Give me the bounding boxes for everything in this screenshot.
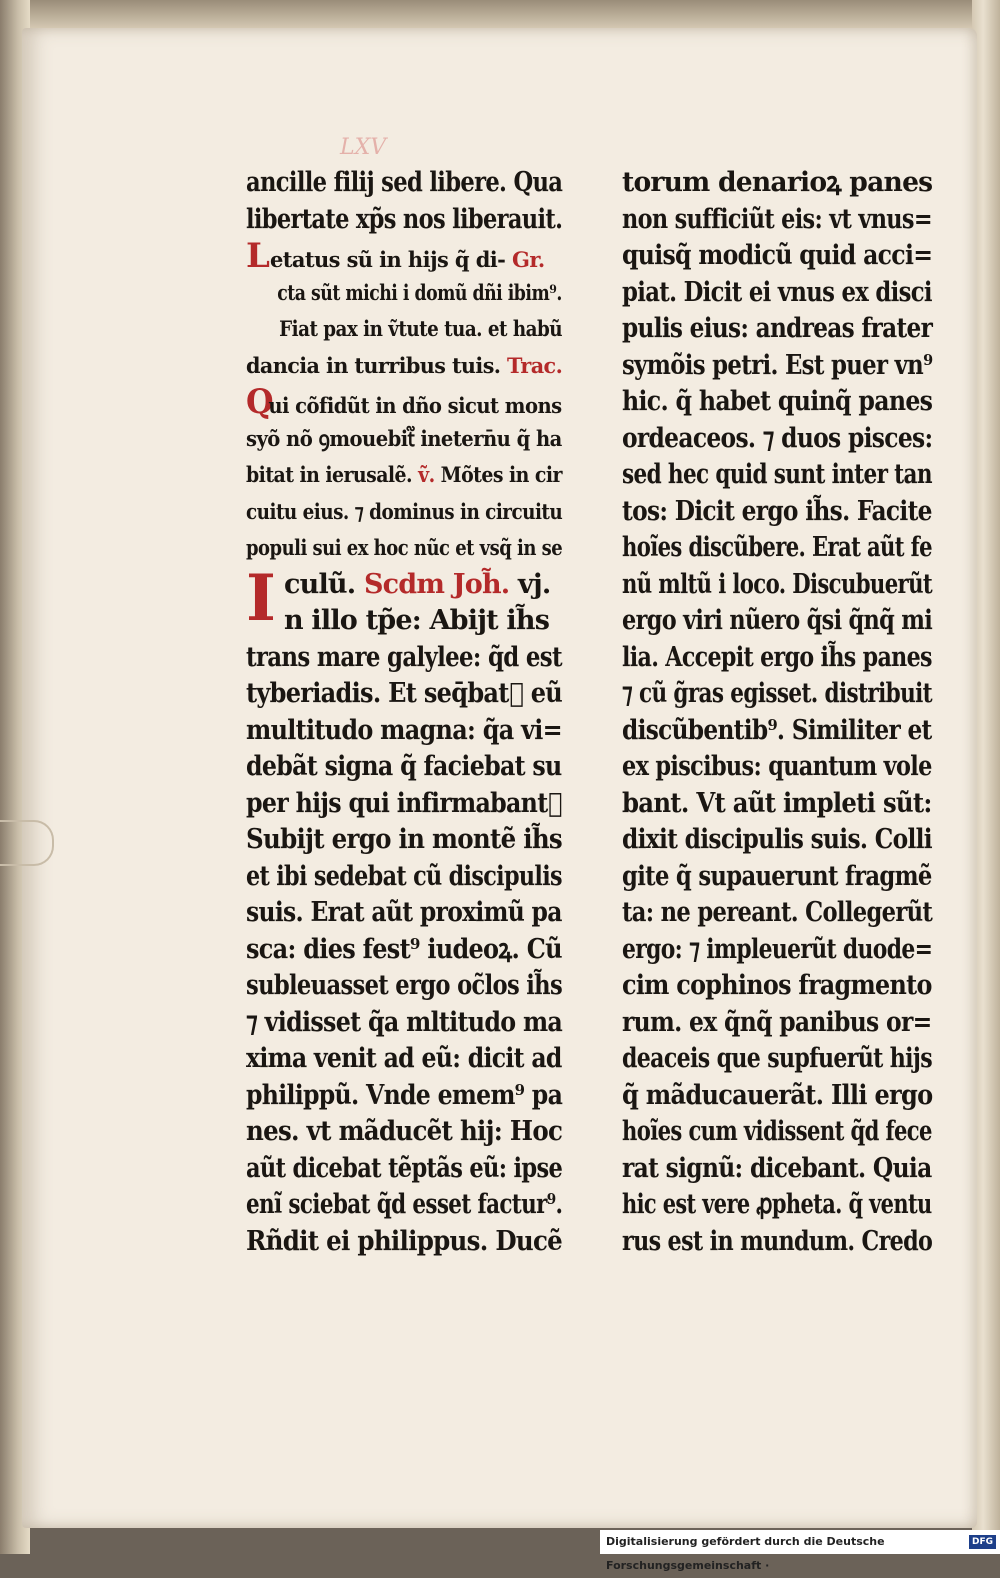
text-line (622, 567, 932, 604)
text-segment: enĩ sciebat q̃d esset factur⁹. (246, 1189, 563, 1220)
text-segment: deaceis que supfuerũt hijs (622, 1043, 933, 1074)
text-line (246, 1078, 562, 1115)
text-segment: ordeaceos. ⁊ duos pisces: (622, 422, 933, 454)
text-line (246, 895, 562, 932)
text-segment: tos: Dicit ergo ih̃s. Facite (622, 495, 932, 527)
footer-bar (600, 1530, 1000, 1572)
text-segment: philippũ. Vnde emem⁹ pa (246, 1079, 563, 1111)
text-segment: bant. Vt aũt impleti sũt: (622, 787, 932, 819)
text-line (622, 457, 932, 494)
text-segment: ui cõfidũt in dño sicut mons (268, 393, 562, 418)
text-line (246, 822, 562, 859)
text-line (622, 786, 932, 823)
text-segment: suis. Erat aũt proximũ pa (246, 897, 562, 928)
text-line (246, 1041, 562, 1078)
text-segment: vj. (509, 568, 551, 600)
text-line (622, 895, 932, 932)
rubric-text: ṽ. (412, 462, 435, 487)
text-segment: cim cophinos fragmento (622, 970, 932, 1001)
text-line (622, 1005, 932, 1042)
text-segment: ancille filij sed libere. Qua (246, 167, 563, 198)
decorated-initial: I (246, 560, 276, 636)
text-line (246, 749, 562, 786)
text-segment: culũ. (284, 568, 364, 600)
text-line (622, 421, 932, 458)
text-segment: ⁊ cũ g̃ras egisset. distribuit (622, 678, 932, 709)
text-line (246, 1114, 562, 1151)
text-segment: discũbentib⁹. Similiter et (622, 714, 932, 746)
text-segment: rum. ex q̃nq̃ panibus or= (622, 1006, 932, 1038)
text-segment: hoĩes discũbere. Erat aũt fe (622, 532, 932, 563)
text-segment: aũt dicebat tẽptãs eũ: ipse (246, 1152, 563, 1184)
text-line (622, 275, 932, 312)
text-line (246, 457, 562, 494)
text-line (622, 494, 932, 531)
text-line (246, 165, 562, 202)
left-text-column (246, 165, 562, 1260)
text-line (246, 348, 562, 385)
text-line (246, 311, 595, 348)
text-segment: cuitu eius. ⁊ dominus in circuitu (246, 498, 563, 524)
text-segment: cta sũt michi i domũ dñi ibim⁹. (277, 279, 562, 305)
text-segment: n illo tp̃e: Abijt ih̃s (284, 605, 550, 636)
text-line (622, 968, 932, 1005)
text-line (622, 165, 932, 202)
text-segment: multitudo magna: q̃a vi= (246, 714, 562, 746)
text-line (622, 749, 932, 786)
text-line (246, 530, 562, 567)
text-line (246, 932, 562, 969)
text-line (622, 603, 932, 640)
right-text-column (622, 165, 932, 1260)
text-line (622, 859, 932, 896)
text-segment: syõ nõ ꝯmouebit᷑ inetern̄u q̃ ha (246, 425, 562, 451)
text-segment: sed hec quid sunt inter tan (622, 459, 932, 490)
text-segment: lia. Accepit ergo ih̃s panes (622, 641, 932, 673)
text-segment: hoĩes cum vidissent q̃d fece (622, 1116, 932, 1147)
text-segment: per hijs qui infirmabant᷑ (246, 787, 562, 819)
text-line (622, 713, 932, 750)
text-segment: rat signũ: dicebant. Quia (622, 1152, 932, 1184)
text-line (622, 1224, 932, 1261)
text-line (622, 384, 932, 421)
text-segment: ⁊ vidisset q̃a mltitudo ma (246, 1006, 563, 1038)
text-segment: dixit discipulis suis. Colli (622, 824, 932, 855)
text-line (246, 713, 562, 750)
text-line (622, 202, 932, 239)
text-segment: populi sui ex hoc nũc et vsq̃ in se (246, 535, 563, 560)
text-segment: ergo viri nũero q̃si q̃nq̃ mi (622, 605, 933, 636)
book-top-edge (0, 0, 1000, 30)
text-line (622, 530, 932, 567)
text-segment: ta: ne pereant. Collegerũt (622, 897, 933, 928)
text-segment: rus est in mundum. Credo (622, 1225, 933, 1257)
text-line (246, 384, 562, 421)
text-segment: libertate xp̃s nos liberauit. (246, 203, 563, 235)
dfg-logo: DFG (969, 1535, 996, 1549)
rubric-text: Gr. (505, 247, 545, 272)
footer-separator: · (761, 1559, 770, 1572)
text-line (622, 1041, 932, 1078)
text-line (246, 275, 593, 312)
text-segment: symõis petri. Est puer vn⁹ (622, 349, 933, 381)
text-segment: nũ mltũ i loco. Discubuerũt (622, 568, 933, 600)
rubric-text: Scdm Joh̃. (363, 568, 510, 600)
rubric-text: Trac. (500, 352, 563, 378)
text-line (622, 238, 932, 275)
folio-number: LXV (340, 135, 387, 160)
text-line (622, 1114, 932, 1151)
text-segment: Subijt ergo in montẽ ih̃s (246, 824, 563, 855)
text-segment: q̃ mãducauerãt. Illi ergo (622, 1079, 933, 1111)
text-segment: non sufficiũt eis: vt vnus= (622, 203, 932, 235)
text-segment: sca: dies fest⁹ iudeoꝝ. Cũ (246, 933, 562, 965)
text-line (622, 1151, 932, 1188)
text-line (246, 1005, 562, 1042)
text-segment: pulis eius: andreas frater (622, 313, 933, 344)
text-segment: nes. vt mãducẽt hij: Hoc (246, 1116, 563, 1147)
text-segment: Rñdit ei philippus. Ducẽ (246, 1225, 563, 1257)
text-segment: ergo: ⁊ impleuerũt duode= (622, 933, 933, 965)
text-segment: trans mare galylee: q̃d est (246, 641, 562, 673)
text-segment: hic. q̃ habet quinq̃ panes (622, 386, 933, 417)
text-segment: debãt signa q̃ faciebat su (246, 751, 562, 782)
text-line (622, 1187, 932, 1224)
text-line (246, 238, 562, 275)
text-segment: gite q̃ supauerunt fragmẽ (622, 860, 932, 892)
text-segment: hic est vere ꝓpheta. q̃ ventu (622, 1189, 932, 1220)
text-line (246, 202, 562, 239)
text-line (246, 859, 562, 896)
text-segment: subleuasset ergo oc̃los ih̃s (246, 970, 563, 1001)
text-line (246, 640, 562, 677)
text-line (622, 822, 932, 859)
text-segment: dancia in turribus tuis. (246, 352, 501, 378)
text-line (246, 786, 562, 823)
text-line (246, 1224, 562, 1261)
rubric-initial: Q (246, 382, 274, 422)
text-line (246, 1151, 562, 1188)
text-segment: Fiat pax in ṽtute tua. et habũ (279, 316, 563, 341)
text-segment: quisq̃ modicũ quid acci= (622, 240, 933, 271)
text-line (622, 1078, 932, 1115)
text-segment: torum denarioꝝ panes (622, 167, 933, 198)
text-line (622, 676, 932, 713)
rubric-initial: L (246, 238, 270, 275)
text-line (246, 494, 562, 531)
text-segment: Mõtes in cir (434, 462, 562, 487)
text-line (622, 932, 932, 969)
text-line (622, 311, 932, 348)
text-segment: ex piscibus: quantum vole (622, 751, 932, 782)
text-segment: bitat in ierusalẽ. (246, 462, 413, 487)
text-segment: tyberiadis. Et seq̄bat᷑ eũ (246, 678, 563, 709)
footer-credit-text: Digitalisierung gefördert durch die Deutsche Forschungsgemeinschaft (606, 1535, 885, 1572)
text-line (246, 1187, 562, 1224)
text-segment: xima venit ad eũ: dicit ad (246, 1043, 562, 1074)
page-clip-mark (0, 820, 54, 866)
text-line (246, 676, 562, 713)
text-line (246, 421, 562, 458)
text-line (246, 603, 562, 640)
text-line (622, 348, 932, 385)
text-line (622, 640, 932, 677)
text-segment: et ibi sedebat cũ discipulis (246, 860, 562, 892)
text-segment: piat. Dicit ei vnus ex disci (622, 276, 932, 308)
text-line (246, 968, 562, 1005)
text-segment: etatus sũ in hijs q̃ di- (270, 247, 506, 272)
